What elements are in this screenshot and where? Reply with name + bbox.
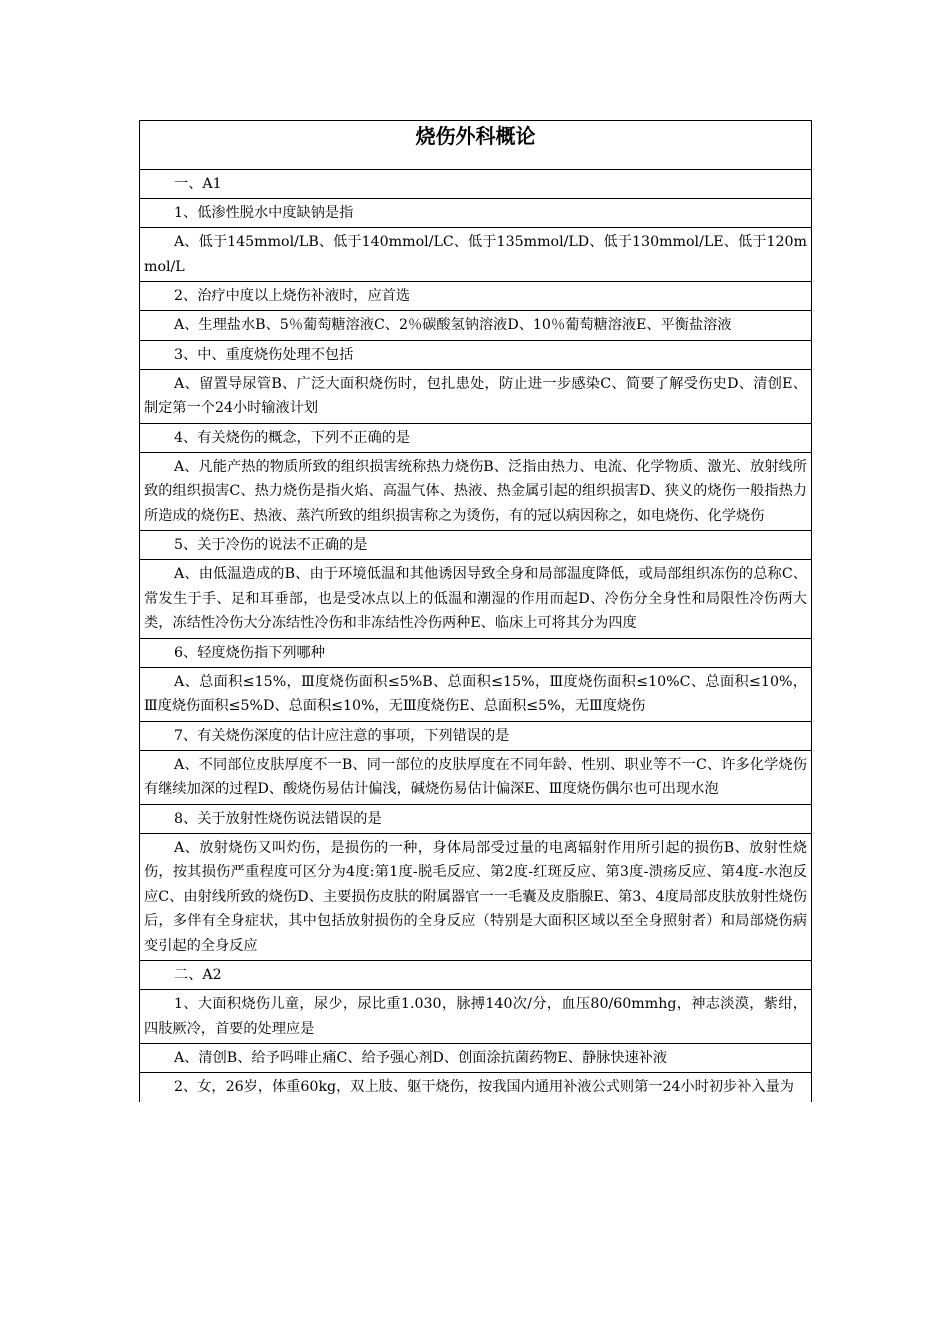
options-2: A、生理盐水B、5％葡萄糖溶液C、2％碳酸氢钠溶液D、10％葡萄糖溶液E、平衡盐溶液	[140, 311, 811, 341]
section-heading-a1: 一、A1	[140, 170, 811, 199]
document-table	[139, 120, 812, 1102]
question-3: 3、中、重度烧伤处理不包括	[140, 341, 811, 370]
options-4: A、凡能产热的物质所致的组织损害统称热力烧伤B、泛指由热力、电流、化学物质、激光、放射线所致的组织损害C、热力烧伤是指火焰、高温气体、热液、热金属引起的组织损害D、狭义的烧伤一般指热力所造成的烧伤E、热液、蒸汽所致的组织损害称之为烫伤，有的冠以病因称之，如电烧伤、化学烧伤	[140, 453, 811, 532]
question-a2-1: 1、大面积烧伤儿童，尿少，尿比重1.030，脉搏140次/分，血压80/60mmhg，神志淡漠，紫绀，四肢厥冷，首要的处理应是	[140, 990, 811, 1044]
options-7: A、不同部位皮肤厚度不一B、同一部位的皮肤厚度在不同年龄、性别、职业等不一C、许多化学烧伤有继续加深的过程D、酸烧伤易估计偏浅，碱烧伤易估计偏深E、Ⅲ度烧伤偶尔也可出现水泡	[140, 751, 811, 805]
question-4: 4、有关烧伤的概念，下列不正确的是	[140, 424, 811, 453]
question-1: 1、低渗性脱水中度缺钠是指	[140, 199, 811, 228]
question-8: 8、关于放射性烧伤说法错误的是	[140, 805, 811, 834]
document-title: 烧伤外科概论	[140, 121, 811, 170]
options-8: A、放射烧伤又叫灼伤，是损伤的一种，身体局部受过量的电离辐射作用所引起的损伤B、放射性烧伤，按其损伤严重程度可区分为4度:第1度-脱毛反应、第2度-红斑反应、第3度-溃疡反应、第4度-水泡反应C、由射线所致的烧伤D、主要损伤皮肤的附属器官一一毛囊及皮脂腺E、第3、4度局部皮肤放射性烧伤后，多伴有全身症状，其中包括放射损伤的全身反应（特别是大面积区域以至全身照射者）和局部烧伤病变引起的全身反应	[140, 834, 811, 962]
question-a2-2: 2、女，26岁，体重60kg，双上肢、躯干烧伤，按我国内通用补液公式则第一24小时初步补入量为	[174, 1079, 794, 1095]
question-7: 7、有关烧伤深度的估计应注意的事项，下列错误的是	[140, 722, 811, 751]
options-3: A、留置导尿管B、广泛大面积烧伤时，包扎患处，防止进一步感染C、简要了解受伤史D、清创E、制定第一个24小时输液计划	[140, 370, 811, 424]
question-6: 6、轻度烧伤指下列哪种	[140, 639, 811, 668]
options-1: A、低于145mmol/LB、低于140mmol/LC、低于135mmol/LD、低于130mmol/LE、低于120mmol/L	[140, 228, 811, 282]
options-a2-1: A、清创B、给予吗啡止痛C、给予强心剂D、创面涂抗菌药物E、静脉快速补液	[140, 1044, 811, 1073]
options-6: A、总面积≤15%，Ⅲ度烧伤面积≤5%B、总面积≤15%，Ⅲ度烧伤面积≤10%C、总面积≤10%，Ⅲ度烧伤面积≤5%D、总面积≤10%，无Ⅲ度烧伤E、总面积≤5%，无Ⅲ度烧伤	[140, 668, 811, 722]
question-2: 2、治疗中度以上烧伤补液时，应首选	[140, 282, 811, 311]
options-5: A、由低温造成的B、由于环境低温和其他诱因导致全身和局部温度降低，或局部组织冻伤的总称C、常发生于手、足和耳垂部，也是受冰点以上的低温和潮湿的作用而起D、冷伤分全身性和局限性冷伤两大类，冻结性冷伤大分冻结性冷伤和非冻结性冷伤两种E、临床上可将其分为四度	[140, 560, 811, 639]
section-heading-a2: 二、A2	[140, 961, 811, 990]
question-5: 5、关于冷伤的说法不正确的是	[140, 531, 811, 560]
